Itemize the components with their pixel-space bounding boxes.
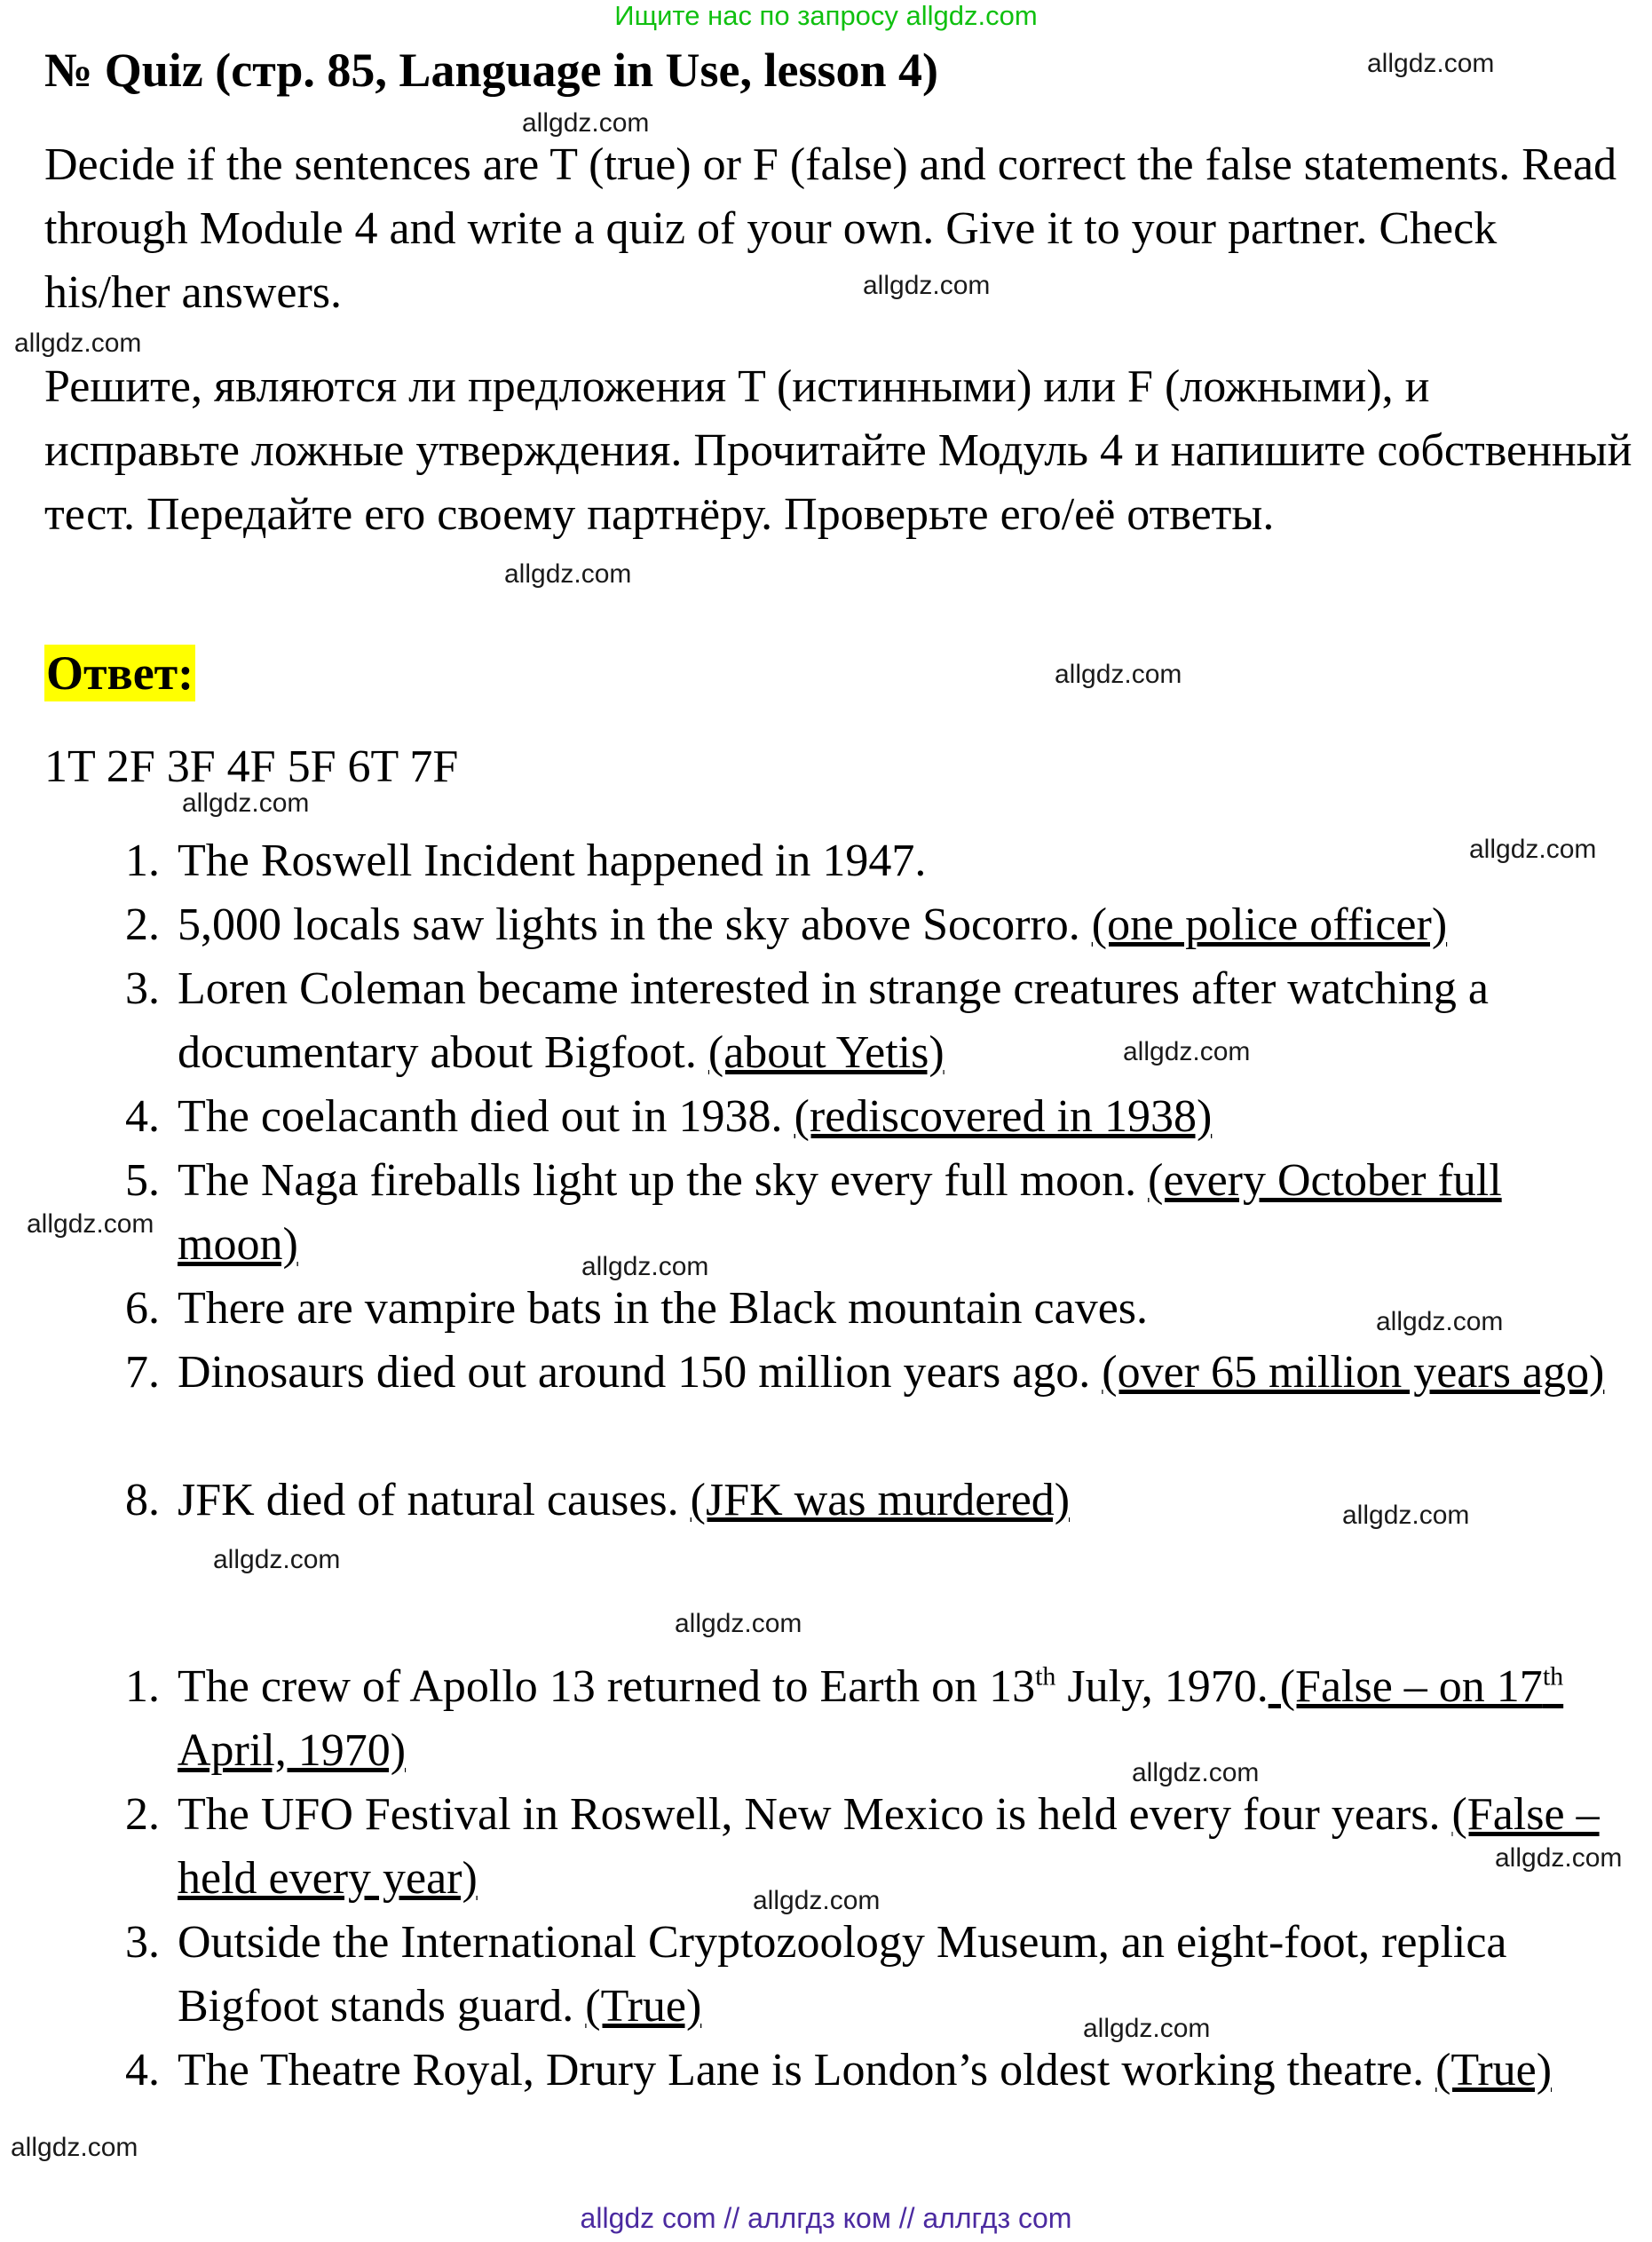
instruction-russian: Решите, являются ли предложения T (истинными) или F (ложными), и исправьте ложные утверждения. Прочитайте Модуль 4 и напишите собственный тест. Передайте его своему партнёру. Проверьте его/её ответы.	[44, 361, 1632, 540]
watermark: allgdz.com	[1376, 1307, 1504, 1336]
watermark: allgdz.com	[753, 1886, 881, 1915]
item-number: 8.	[125, 1475, 160, 1525]
watermark: allgdz.com	[1055, 660, 1182, 689]
watermark: allgdz.com	[504, 559, 632, 589]
watermark: allgdz.com	[522, 108, 650, 138]
item-number: 3.	[125, 1917, 160, 1968]
watermark: allgdz.com	[1132, 1758, 1260, 1787]
watermark: allgdz.com	[863, 271, 991, 300]
watermark: allgdz.com	[1123, 1037, 1251, 1066]
correction: (JFK was murdered)	[690, 1475, 1071, 1525]
statement: The UFO Festival in Roswell, New Mexico is held every four years.	[178, 1789, 1452, 1840]
list-item	[107, 1655, 1633, 1783]
item-number: 4.	[125, 2045, 160, 2095]
statement: There are vampire bats in the Black mountain caves.	[178, 1283, 1149, 1334]
list-item	[107, 893, 1633, 957]
item-number: 5.	[125, 1155, 160, 1206]
list-item	[107, 1085, 1633, 1149]
watermark: allgdz.com	[1469, 835, 1597, 864]
item-number: 2.	[125, 1789, 160, 1840]
item-number: 3.	[125, 963, 160, 1014]
watermark: allgdz.com	[1342, 1501, 1470, 1530]
statement: Loren Coleman became interested in strange creatures after watching a documentary about Bigfoot.	[178, 963, 1489, 1078]
watermark: allgdz.com	[581, 1252, 709, 1281]
correction: (True)	[1435, 2045, 1553, 2095]
statement: The Naga fireballs light up the sky every full moon.	[178, 1155, 1149, 1206]
statement: 5,000 locals saw lights in the sky above Socorro.	[178, 899, 1092, 950]
correction: (over 65 million years ago)	[1102, 1347, 1605, 1398]
correction: (True)	[585, 1981, 702, 2032]
answer-label: Ответ:	[46, 646, 194, 700]
list-item	[107, 2039, 1633, 2103]
answer-summary: 1T 2F 3F 4F 5F 6T 7F	[44, 741, 459, 792]
statement: The Roswell Incident happened in 1947.	[178, 836, 927, 886]
watermark: allgdz.com	[1495, 1843, 1623, 1873]
list-item	[107, 1149, 1633, 1277]
item-number: 2.	[125, 899, 160, 950]
instruction-english: Decide if the sentences are T (true) or F (false) and correct the false statements. Read through Module 4 and write a quiz of your own. Give it to your partner. Check his/her answers.	[44, 139, 1617, 318]
watermark: allgdz.com	[182, 788, 310, 818]
watermark: allgdz.com	[1083, 2014, 1211, 2043]
list-item	[107, 829, 1633, 893]
statement: Dinosaurs died out around 150 million years ago.	[178, 1347, 1103, 1398]
item-number: 1.	[125, 836, 160, 886]
watermark: allgdz.com	[675, 1609, 802, 1638]
bottom-banner[interactable]: allgdz com // аллгдз ком // аллгдз com	[580, 2202, 1072, 2234]
correction: (every October full moon)	[178, 1155, 1502, 1270]
watermark: allgdz.com	[1367, 49, 1495, 78]
list-item	[107, 957, 1633, 1085]
correction: (False – held every year)	[178, 1789, 1600, 1904]
item-number: 6.	[125, 1283, 160, 1334]
statement: The Theatre Royal, Drury Lane is London’s oldest working theatre.	[178, 2045, 1436, 2095]
statement: The crew of Apollo 13 returned to Earth on 13th July, 1970.	[178, 1661, 1269, 1712]
correction: (rediscovered in 1938)	[794, 1091, 1213, 1142]
page-title: № Quiz (стр. 85, Language in Use, lesson 4)	[44, 44, 939, 97]
list-item	[107, 1341, 1633, 1405]
item-number: 7.	[125, 1347, 160, 1398]
watermark: allgdz.com	[11, 2133, 138, 2162]
item-number: 1.	[125, 1661, 160, 1712]
statement: The coelacanth died out in 1938.	[178, 1091, 794, 1142]
watermark: allgdz.com	[27, 1209, 154, 1239]
item-number: 4.	[125, 1091, 160, 1142]
correction: (False – on 17th April, 1970)	[178, 1661, 1564, 1776]
list-item	[107, 1911, 1633, 2039]
watermark: allgdz.com	[213, 1545, 341, 1574]
correction: (one police officer)	[1091, 899, 1448, 950]
top-banner[interactable]: Ищите нас по запросу allgdz.com	[614, 0, 1038, 31]
correction: (about Yetis)	[707, 1027, 945, 1078]
watermark: allgdz.com	[14, 329, 142, 358]
statement: Outside the International Cryptozoology Museum, an eight-foot, replica Bigfoot stands guard.	[178, 1917, 1507, 2032]
statement: JFK died of natural causes.	[178, 1475, 691, 1525]
